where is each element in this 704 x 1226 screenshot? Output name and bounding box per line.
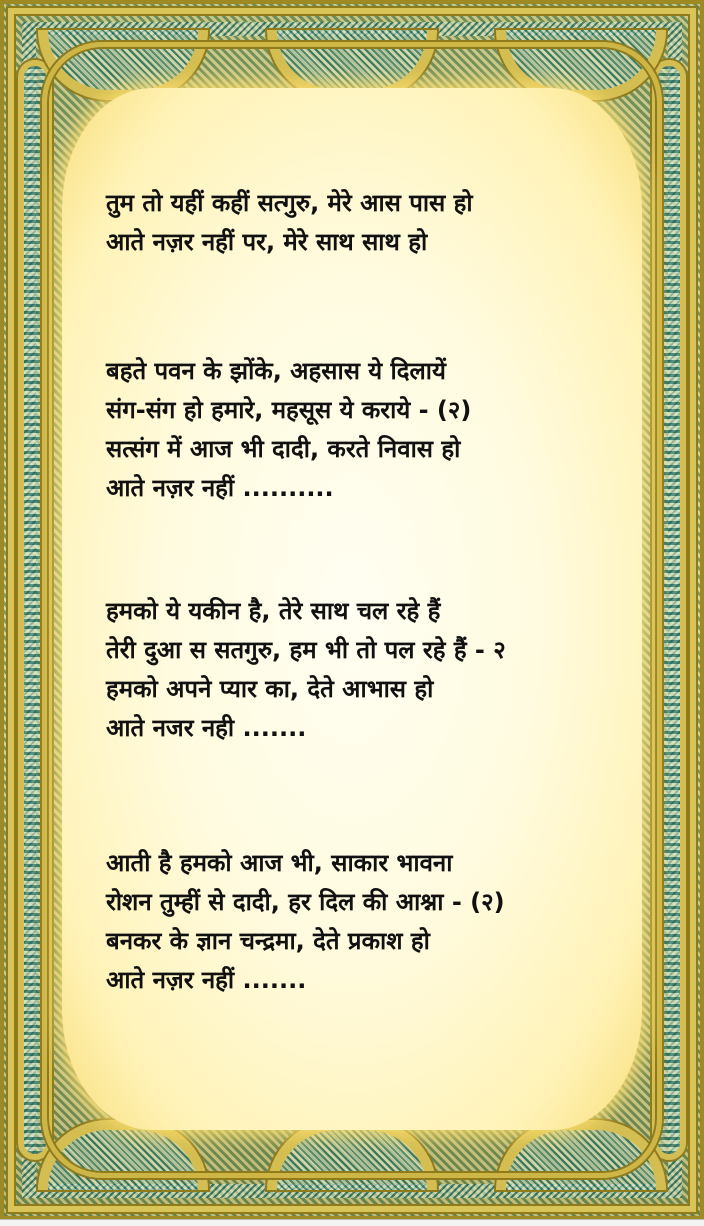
lyric-line: आते नजर नही ....... xyxy=(106,714,307,742)
lyric-line: आती है हमको आज भी, साकार भावना xyxy=(106,849,453,877)
lyric-line: बनकर के ज्ञान चन्द्रमा, देते प्रकाश हो xyxy=(106,927,430,955)
lyric-line: बहते पवन के झोंके, अहसास ये दिलायें xyxy=(106,357,446,385)
stanza-1 xyxy=(106,184,626,262)
lyric-line: आते नज़र नहीं ....... xyxy=(106,966,307,994)
stanza-4 xyxy=(106,844,626,1000)
stanza-2 xyxy=(106,352,626,508)
lyric-line: संग-संग हो हमारे, महसूस ये कराये - (२) xyxy=(106,396,472,424)
lyric-line: रोशन तुम्हीं से दादी, हर दिल की आश्ना - (२) xyxy=(106,888,505,916)
lyric-line: हमको अपने प्यार का, देते आभास हो xyxy=(106,675,434,703)
lyric-line: आते नज़र नहीं .......... xyxy=(106,474,334,502)
lyric-line: आते नज़र नहीं पर, मेरे साथ साथ हो xyxy=(106,228,428,256)
lyric-line: तेरी दुआ स सतगुरु, हम भी तो पल रहे हैं - २ xyxy=(106,636,506,664)
lyric-line: सत्संग में आज भी दादी, करते निवास हो xyxy=(106,435,461,463)
lyric-line: हमको ये यकीन है, तेरे साथ चल रहे हैं xyxy=(106,597,441,625)
bottom-strip xyxy=(0,1219,704,1226)
stanza-3 xyxy=(106,592,626,748)
lyric-line: तुम तो यहीं कहीं सत्गुरु, मेरे आस पास हो xyxy=(106,189,473,217)
